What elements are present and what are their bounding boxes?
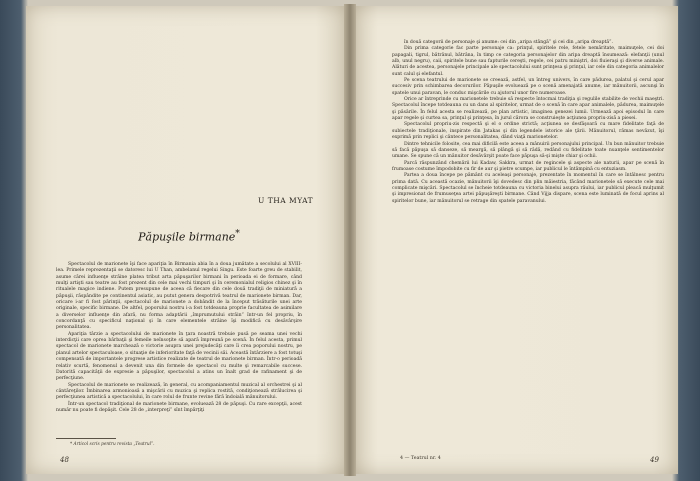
paragraph: Parcă răspunzând chemării lui Kadaw, Sakkra, urmat de regincele şi aspecte ale naturii, apar pe scenă în frumoase costume împodobite cu fir de aur şi pietre scumpe, iar publicul le întâmpină cu entuziasm. bbox=[392, 160, 664, 172]
printer-signature: 4 — Teatrul nr. 4 bbox=[400, 456, 441, 461]
paragraph: Partea a doua începe pe pământ cu aceleaşi personaje, prezentate în momentul în care se întâlnesc pentru prima dată. Cu această ocazie, mânuitorii îşi dovedesc din plin măiestria, făcând marionetele să execute cele mai complicate mişcări. Spectacolul se încheie totdeauna cu victoria binelui asupra răului, iar publicul pleacă mulţumit şi impresionat de frumuseţea artei păpuşăreşti birmane. Când Vijja dispare, scena este luminată de focul aprins al spiritelor bune, iar mânuitorul se retrage din spatele paravanului. bbox=[392, 173, 664, 204]
article-title-text: Păpuşile birmane bbox=[138, 230, 236, 244]
footnote-marker: * bbox=[235, 228, 240, 239]
page-number-right: 49 bbox=[650, 456, 659, 464]
paragraph: Dintre tehnicile folosite, cea mai dificilă este aceea a mânuirii personajului principal. Un bun mânuitor trebuie să facă păpuşa să danseze, să meargă, să plângă şi să râdă, redând cu fidelitate toate nuanţele sentimentelor umane. Se spune că un mânuitor desăvârşit poate face păpuşa să-şi mişte chiar şi ochii. bbox=[392, 141, 664, 160]
paragraph: în două categorii de personaje şi anume: cei din „aripa stângă” şi cei din „aripa dreaptă”. bbox=[404, 40, 613, 45]
page-number-left: 48 bbox=[60, 456, 69, 464]
paragraph: Apariţia târzie a spectacolului de marionete în ţara noastră trebuie pusă pe seama unei vechi interdicţii care oprea bărbaţii şi femeile neînsoţite să apară împreună pe scenă. În felul acesta, primul spectacol de marionete marchează o victorie asupra unei prejudecăţi care îi crea poporului nostru, pe planul artelor spectaculoase, o situaţie de inferioritate faţă de vecinii săi. Această întârziere a fost totuşi compensată de importantele progrese artistice realizate de teatrul de marionete birman. Într-o perioadă relativ scurtă, fenomenul a devenit una din formele de spectacol cu multe şi remarcabile succese. Datorită capacităţii de expresie a păpuşilor, spectacolul a atins un înalt grad de rafinament şi de perfecţiune. bbox=[56, 331, 302, 382]
paragraph: Într-un spectacol tradiţional de marionete birmane, evoluează 28 de păpuşi. Cu rare excepţii, acest număr nu poate fi depăşit. Cele 28 de „interpreţi” sînt împărţiţi bbox=[56, 401, 302, 413]
paragraph: Orice ar întreprinde cu marionetele trebuie să respecte întocmai tradiţia şi regulile stabilite de vechii maeştri. Spectacolul începe totdeauna cu un dans al spiritelor, urmat de o scenă în care apar animalele, pădurea, maimuţele şi păsările. În felul acesta se realizează, pe plan artistic, imaginea genezei lumii. Urmează apoi episodul în care apar regele şi curtea sa, prinţul şi prinţesa, în jurul cărora se construieşte acţiunea propriu-zisă a piesei. bbox=[392, 97, 664, 122]
left-body-text bbox=[56, 262, 302, 440]
paragraph: Din prima categorie fac parte personaje ca: prinţul, spiritele rele, fetele nemăritate, maimuţele, cei doi papagali, tigrul, bătrânul, bătrâna, în timp ce categoria personajelor din aripa dreaptă însumează: elefanţii (unul alb, unul negru), caii, spiritele bune sau fapturile cereşti, regele, cei patru miniştri, doi fluieraşi şi diverse animale. Alături de acestea, personajele principale ale spectacolului sunt prinţesa şi prinţul, iar cele din categoria animalelor sunt calul şi elefantul. bbox=[392, 46, 664, 77]
book-gutter bbox=[344, 4, 356, 476]
article-author: U THA MYAT bbox=[258, 196, 314, 205]
right-body-text bbox=[392, 40, 664, 445]
article-title bbox=[94, 228, 284, 244]
paragraph: Pe scena teatrului de marionete se creează, astfel, un întreg univers, în care pădurea, palatul şi cerul apar succesiv prin schimbarea decorurilor. Păpuşile evoluează pe o scenă amenajată anume, iar mânuitorii, ascunşi în spatele unui paravan, le conduc mişcările cu ajutorul unor fire numeroase. bbox=[392, 78, 664, 96]
footnote: * Articol scris pentru revista „Teatrul”. bbox=[70, 442, 155, 447]
paragraph: Spectacolul propriu-zis respectă şi el o ordine strictă; acţiunea se desfăşoară cu mare fidelitate faţă de subiectele tradiţionale, inspirate din Jatakas şi din legendele istorice ale ţării. Mânuitorul, rămas nevăzut, îşi exprimă prin replici şi cântece personalitatea, dând viaţă marionetelor. bbox=[392, 122, 664, 141]
paragraph: Spectacolul de marionete îşi face apariţia în Birmania abia în a doua jumătate a secolului al XVIII-lea. Primele reprezentaţii se datoresc lui U Than, ambelanul regelui Singu. Este foarte greu de stabilit, asume cărei influenţe străine platea tribut arta păpuşarilor birmani în perioada ei de formare, când mulţi artişti sau teatre au fost prezent din cele mai vechi timpuri şi în ceremonialul religios chinez şi în ritualele magice indiene. Putem presupune de aceea că fiecare din cele două tradiţii de miniatură a păpuşii, răspândite pe continentul asiatic, au putut genera despotrivă teatrul de marionete birman. Dar, oricare i-ar fi fost părinţii, spectacolul de marionete a dobândit de la început trăsăturile unei arte originale, specific birmane. De altfel, poporului nostru i-a fost totdeauna proprie facultatea de asimilare a diverselor influenţe din afară, nu forma adaptării „împrumutului străin” într-un fel propriu, în concordanţă cu specificul naţional şi în care elementele străine îşi modifică cu desăvârşire personalitatea. bbox=[56, 262, 302, 331]
paragraph: Spectacolul de marionete se realizează, în general, cu acompaniamentul muzical al orchestrei şi al cântăreţilor. Îmbinarea armonioasă a mişcării cu muzica şi replica rostită, condiţionează strălucirea şi perfecţiunea artistică a spectacolului, în care rolul de frunte revine fără îndoială mânuitorului. bbox=[56, 382, 302, 401]
footnote-rule bbox=[56, 438, 116, 439]
